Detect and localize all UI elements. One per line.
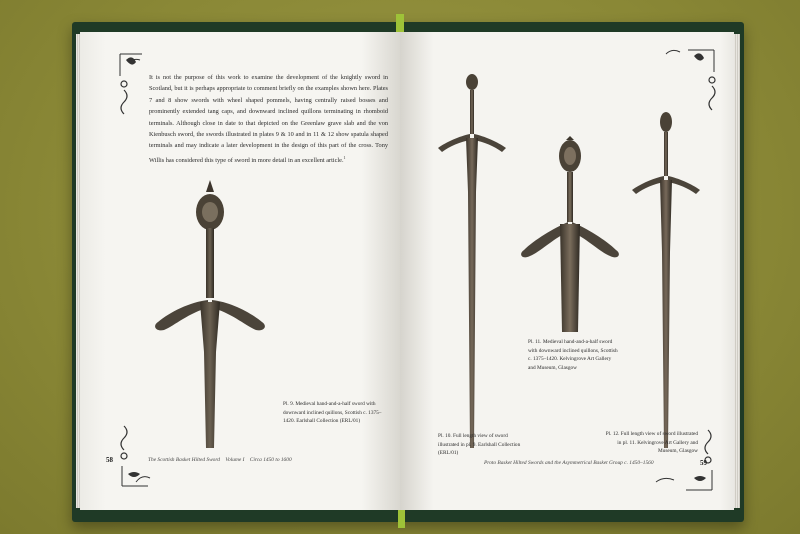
running-head-volume: Volume I: [225, 457, 245, 463]
running-head-left: [148, 457, 292, 463]
sword-photo-pl11: [510, 136, 630, 336]
running-head-right: Proto Basket Hilted Swords and the Asymmetrical Basket Group c. 1450–1560: [484, 460, 654, 466]
sword-photo-pl9: [150, 172, 280, 452]
sword-photo-pl12: [626, 112, 706, 452]
footnote-mark: 1: [343, 154, 346, 160]
sword-photo-pl10: [436, 72, 516, 452]
corner-ornament-top-right: [638, 46, 718, 116]
page-number-left: 58: [106, 456, 113, 464]
running-head-title: The Scottish Basket Hilted Sword: [148, 457, 220, 463]
page-number-right: 59: [700, 459, 707, 467]
body-text: It is not the purpose of this work to examine the development of the knightly sword in Scotland, but it is perhaps appropriate to comment briefly on the examples shown here. Plates 7 and 8 show swords with wheel shaped pommels, having centrally raised bosses and prominently extended tang caps, and downward inclined quillons terminating in rhomboid terminals. Although close in date to that depicted on the Greenlaw grave slab and the von Kienbusch sword, the swords illustrated in plates 9 & 10 and in 11 & 12 show spatula shaped terminals and may indicate a later development in the design of this part of the cross. Tony Willis has considered this type of sword in more detail in an excellent article.$^1$: [149, 74, 388, 164]
caption-pl12: Pl. 12. Full length view of sword illustrated in pl. 11. Kelvingrove Art Gallery and Museum, Glasgow: [605, 431, 698, 454]
caption-pl11: Pl. 11. Medieval hand-and-a-half sword with downward inclined quillons, Scottish c. 1375–1420. Kelvingrove Art Gallery and Museum, Glasgow: [528, 339, 618, 371]
running-head-period: Circa 1450 to 1600: [249, 457, 292, 463]
right-page: [400, 32, 734, 510]
corner-ornament-top-left: [116, 50, 146, 120]
caption-pl10: Pl. 10. Full length view of sword illustrated in pl. 9. Earlshall Collection (ERL/01): [438, 433, 521, 456]
left-page: [80, 32, 400, 510]
bookmark-ribbon-bottom: [398, 508, 405, 528]
bookmark-ribbon-top: [396, 14, 404, 34]
caption-pl9: Pl. 9. Medieval hand-and-a-half sword with downward inclined quillons, Scottish c. 1375–1420. Earlshall Collection (ERL/01): [283, 401, 382, 424]
